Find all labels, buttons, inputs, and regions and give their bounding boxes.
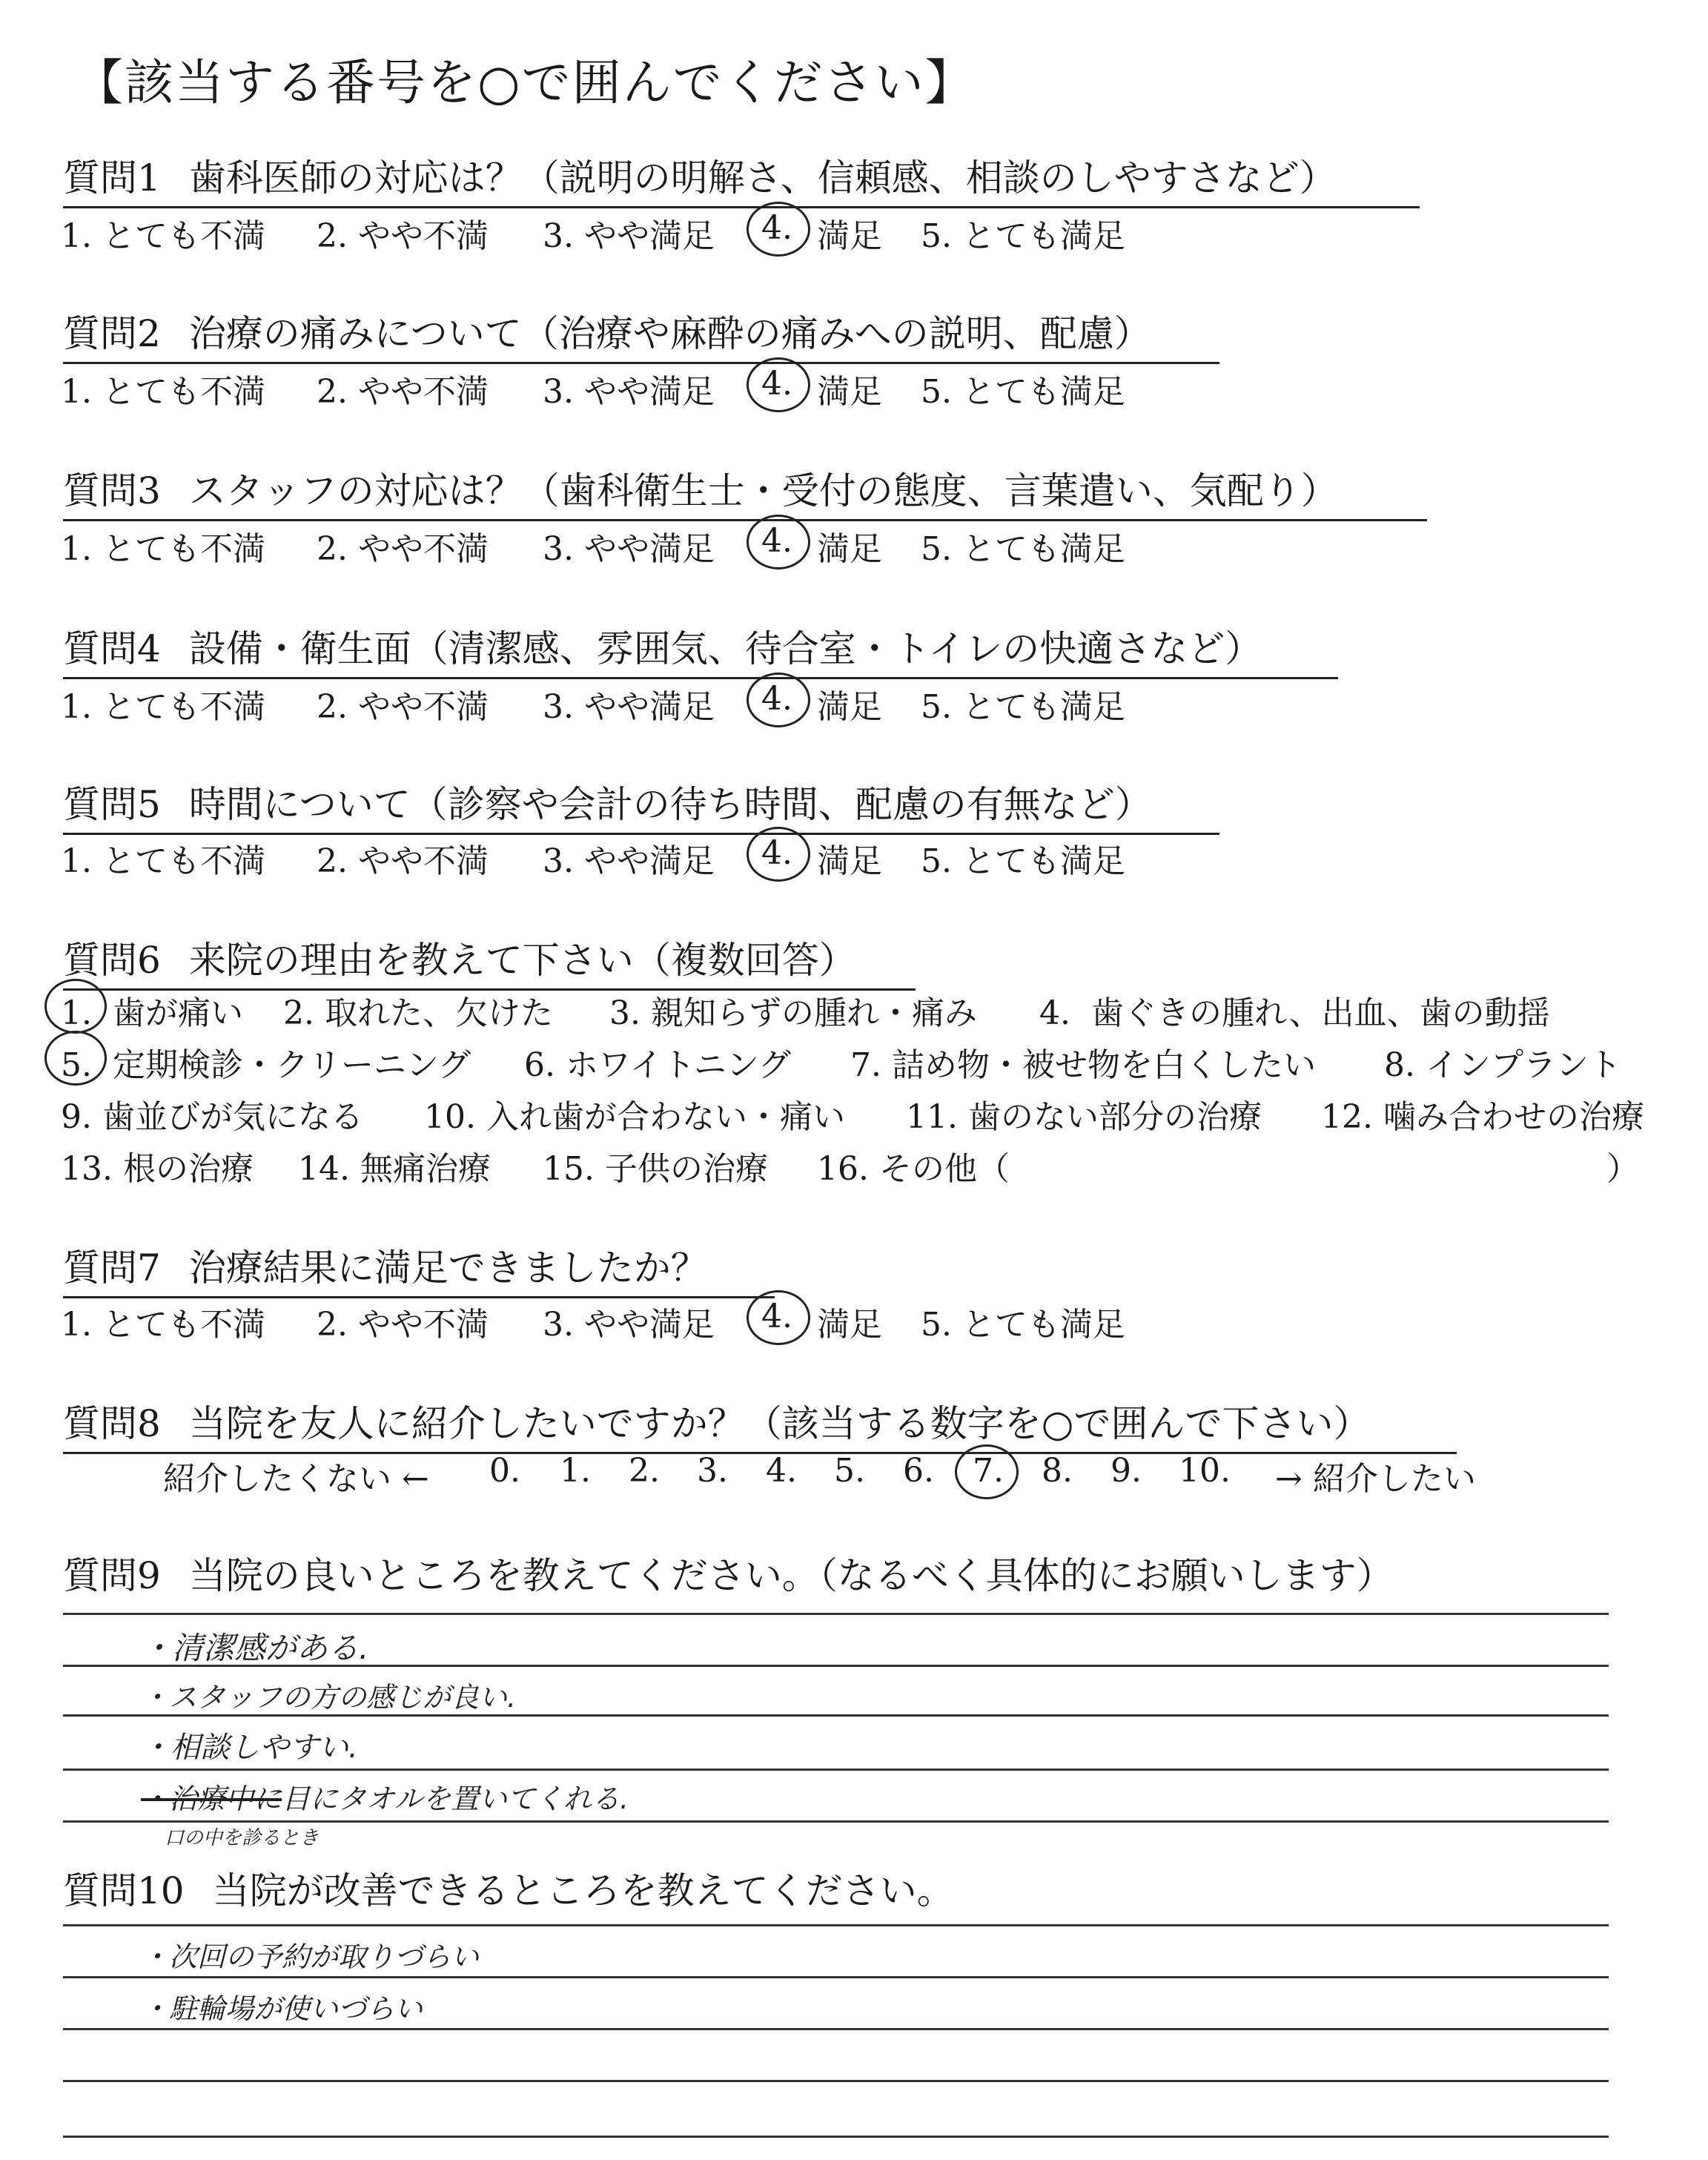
option-3[interactable]: 3. やや満足: [543, 373, 715, 411]
option-4-label[interactable]: 満足: [817, 530, 882, 568]
question-number: 質問3: [63, 469, 161, 512]
answer-handwritten: ・スタッフの方の感じが良い.: [141, 1681, 517, 1714]
option-5[interactable]: 5. とても満足: [921, 842, 1125, 880]
option-5[interactable]: 5. とても満足: [921, 373, 1125, 411]
option-14[interactable]: [298, 1142, 491, 1189]
option-5[interactable]: 5. とても満足: [921, 530, 1125, 568]
question-text: 治療の痛みについて（治療や麻酔の痛みへの説明、配慮）: [188, 312, 1151, 355]
option-label: 無痛治療: [360, 1150, 491, 1188]
option-3[interactable]: 3. やや満足: [543, 217, 715, 255]
option-16[interactable]: [817, 1142, 1010, 1189]
selection-circle: [747, 202, 810, 257]
question-text: 設備・衛生面（清潔感、雰囲気、待合室・トイレの快適さなど）: [188, 627, 1262, 670]
question-9-title: [63, 1546, 1394, 1599]
option-3[interactable]: 3. やや満足: [543, 842, 715, 880]
question-text: 当院が改善できるところを教えてください。: [212, 1869, 954, 1912]
selection-circle: [747, 673, 810, 727]
scale-9[interactable]: 9.: [1110, 1452, 1142, 1490]
question-8-title: [63, 1394, 1457, 1454]
scale-4[interactable]: 4.: [766, 1452, 797, 1490]
option-5[interactable]: 5. とても満足: [921, 688, 1125, 726]
answer-handwritten: ・駐輪場が使いづらい: [141, 1992, 423, 2025]
selection-circle: [44, 1031, 107, 1086]
option-label: その他（: [878, 1150, 1010, 1188]
option-4-number[interactable]: 4.: [761, 1298, 792, 1335]
option-number: 1.: [61, 994, 92, 1032]
option-number: 11.: [906, 1098, 958, 1136]
option-label: 歯並びが気になる: [102, 1098, 363, 1136]
scale-6[interactable]: 6.: [903, 1452, 934, 1490]
question-1-options: [61, 209, 1173, 254]
option-number: 16.: [817, 1150, 869, 1188]
answer-line: [63, 2028, 1609, 2030]
question-number: 質問8: [63, 1402, 161, 1445]
question-number: 質問10: [63, 1869, 185, 1912]
option-3[interactable]: 3. やや満足: [543, 1306, 715, 1344]
answer-handwritten: ・相談しやすい.: [141, 1731, 358, 1765]
option-4-label[interactable]: 満足: [817, 688, 882, 726]
option-number: 13.: [61, 1150, 113, 1188]
question-6-options: [61, 986, 1655, 1209]
option-1[interactable]: 1. とても不満: [61, 217, 265, 255]
option-label: 歯ぐきの腫れ、出血、歯の動揺: [1090, 994, 1550, 1032]
option-number: 5.: [61, 1046, 92, 1084]
option-label: インプラント: [1425, 1046, 1621, 1084]
scale-0[interactable]: 0.: [489, 1452, 520, 1490]
option-label: 根の治療: [122, 1150, 254, 1188]
question-text: 歯科医師の対応は？（説明の明解さ、信頼感、相談のしやすさなど）: [188, 156, 1337, 199]
scale-10[interactable]: 10.: [1179, 1452, 1231, 1490]
option-4-number[interactable]: 4.: [761, 680, 792, 718]
scale-left-label: 紹介したくない ←: [163, 1460, 429, 1498]
selection-circle: [44, 979, 107, 1034]
option-number: 3.: [609, 994, 640, 1032]
option-label: 取れた、欠けた: [324, 994, 553, 1032]
answer-handwritten: ・次回の予約が取りづらい: [141, 1941, 480, 1973]
option-10[interactable]: [424, 1090, 845, 1137]
option-2[interactable]: 2. やや不満: [317, 688, 489, 726]
option-4[interactable]: [1039, 986, 1550, 1034]
question-text: 当院の良いところを教えてください。（なるべく具体的にお願いします）: [188, 1554, 1394, 1597]
question-text: 治療結果に満足できましたか？: [188, 1246, 708, 1289]
option-7[interactable]: [850, 1038, 1316, 1086]
question-text: 来院の理由を教えて下さい（複数回答）: [188, 939, 856, 982]
option-12[interactable]: [1321, 1090, 1644, 1137]
answer-handwritten: ・清潔感がある.: [141, 1630, 369, 1666]
option-3[interactable]: 3. やや満足: [543, 688, 715, 726]
option-11[interactable]: [906, 1090, 1262, 1137]
option-number: 4.: [1039, 994, 1070, 1032]
question-2-options: [61, 365, 1173, 409]
option-4-number[interactable]: 4.: [761, 522, 792, 560]
option-label: 歯が痛い: [112, 994, 243, 1032]
scale-right-label: → 紹介したい: [1275, 1460, 1476, 1498]
selection-circle: [747, 515, 810, 569]
scale-1[interactable]: 1.: [560, 1452, 591, 1490]
answer-text: 目にタオルを置いてくれる.: [282, 1783, 629, 1815]
scale-2[interactable]: 2.: [629, 1452, 660, 1490]
option-9[interactable]: [61, 1090, 363, 1137]
option-8[interactable]: [1384, 1038, 1621, 1086]
scale-7[interactable]: 7.: [973, 1452, 1004, 1490]
option-4-label[interactable]: 満足: [817, 217, 882, 255]
option-2[interactable]: 2. やや不満: [317, 1306, 489, 1344]
question-2-title: [63, 304, 1219, 364]
question-number: 質問5: [63, 783, 161, 826]
option-label: 親知らずの腫れ・痛み: [650, 994, 977, 1032]
option-number: 14.: [298, 1150, 350, 1188]
answer-line: [63, 1924, 1609, 1926]
option-3[interactable]: [609, 986, 977, 1034]
answer-line: [63, 2136, 1609, 2138]
option-2[interactable]: 2. やや不満: [317, 373, 489, 411]
question-number: 質問1: [63, 156, 161, 199]
option-4-label[interactable]: 満足: [817, 842, 882, 880]
option-2[interactable]: 2. やや不満: [317, 842, 489, 880]
option-1[interactable]: 1. とても不満: [61, 688, 265, 726]
option-15[interactable]: [543, 1142, 768, 1189]
selection-circle: [747, 1290, 810, 1345]
option-label: 入れ歯が合わない・痛い: [486, 1098, 845, 1136]
question-5-title: [63, 775, 1219, 835]
question-number: 質問4: [63, 627, 161, 670]
option-2[interactable]: 2. やや不満: [317, 217, 489, 255]
question-number: 質問2: [63, 312, 161, 355]
question-6-title: [63, 931, 916, 991]
question-7-options: [61, 1298, 1173, 1342]
selection-circle: [955, 1444, 1019, 1499]
answer-handwritten: [141, 1776, 629, 1817]
question-4-title: [63, 619, 1338, 679]
scale-5[interactable]: 5.: [834, 1452, 865, 1490]
question-8-scale: [163, 1452, 1572, 1496]
answer-line: [63, 2080, 1609, 2082]
option-5[interactable]: 5. とても満足: [921, 1306, 1125, 1344]
scale-3[interactable]: 3.: [697, 1452, 728, 1490]
question-10-title: [63, 1861, 954, 1915]
option-1[interactable]: 1. とても不満: [61, 1306, 265, 1344]
page-title: 【該当する番号を○で囲んでください】: [74, 54, 976, 111]
question-3-options: [61, 522, 1173, 567]
struck-text: ・治療中に: [141, 1783, 282, 1815]
selection-circle: [747, 357, 810, 412]
question-7-title: [63, 1238, 775, 1298]
option-number: 8.: [1384, 1046, 1415, 1084]
option-1[interactable]: 1. とても不満: [61, 530, 265, 568]
answer-line: [63, 1613, 1609, 1615]
answer-line: [63, 1768, 1609, 1771]
option-1[interactable]: 1. とても不満: [61, 373, 265, 411]
option-3[interactable]: 3. やや満足: [543, 530, 715, 568]
option-2[interactable]: 2. やや不満: [317, 530, 489, 568]
selection-circle: [747, 827, 810, 882]
option-label: 子供の治療: [604, 1150, 768, 1188]
option-4-number[interactable]: 4.: [761, 365, 792, 403]
question-4-options: [61, 680, 1173, 724]
option-5[interactable]: [61, 1038, 471, 1086]
question-5-options: [61, 834, 1173, 879]
option-label: 詰め物・被せ物を白くしたい: [891, 1046, 1316, 1084]
question-text: スタッフの対応は？（歯科衛生士・受付の態度、言葉遣い、気配り）: [188, 469, 1338, 512]
option-1[interactable]: 1. とても不満: [61, 842, 265, 880]
option-number: 10.: [424, 1098, 476, 1136]
option-label: ホワイトニング: [565, 1046, 792, 1084]
option-label: 定期検診・クリーニング: [112, 1046, 471, 1084]
option-number: 7.: [850, 1046, 881, 1084]
question-3-title: [63, 461, 1427, 521]
option-label: 噛み合わせの治療: [1383, 1098, 1644, 1136]
question-text: 当院を友人に紹介したいですか？（該当する数字を○で囲んで下さい）: [188, 1402, 1371, 1445]
question-text: 時間について（診察や会計の待ち時間、配慮の有無など）: [188, 783, 1152, 826]
question-number: 質問9: [63, 1554, 161, 1597]
answer-line: [63, 1976, 1609, 1978]
scale-8[interactable]: 8.: [1042, 1452, 1073, 1490]
option-number: 6.: [524, 1046, 555, 1084]
option-label: 歯のない部分の治療: [967, 1098, 1262, 1136]
option-6[interactable]: [524, 1038, 791, 1086]
option-number: 9.: [61, 1098, 92, 1136]
question-1-title: [63, 148, 1420, 208]
option-number: 15.: [543, 1150, 595, 1188]
option-number: 2.: [283, 994, 314, 1032]
option-2[interactable]: [283, 986, 553, 1034]
option-4-label[interactable]: 満足: [817, 1306, 882, 1344]
option-13[interactable]: [61, 1142, 254, 1189]
option-number: 12.: [1321, 1098, 1373, 1136]
other-close-paren: ）: [1606, 1150, 1639, 1188]
handwritten-insertion: 口の中を診るとき: [165, 1827, 320, 1849]
option-4-number[interactable]: 4.: [761, 209, 792, 247]
option-4-label[interactable]: 満足: [817, 373, 882, 411]
option-4-number[interactable]: 4.: [761, 834, 792, 872]
question-number: 質問7: [63, 1246, 161, 1289]
option-5[interactable]: 5. とても満足: [921, 217, 1125, 255]
question-number: 質問6: [63, 939, 161, 982]
